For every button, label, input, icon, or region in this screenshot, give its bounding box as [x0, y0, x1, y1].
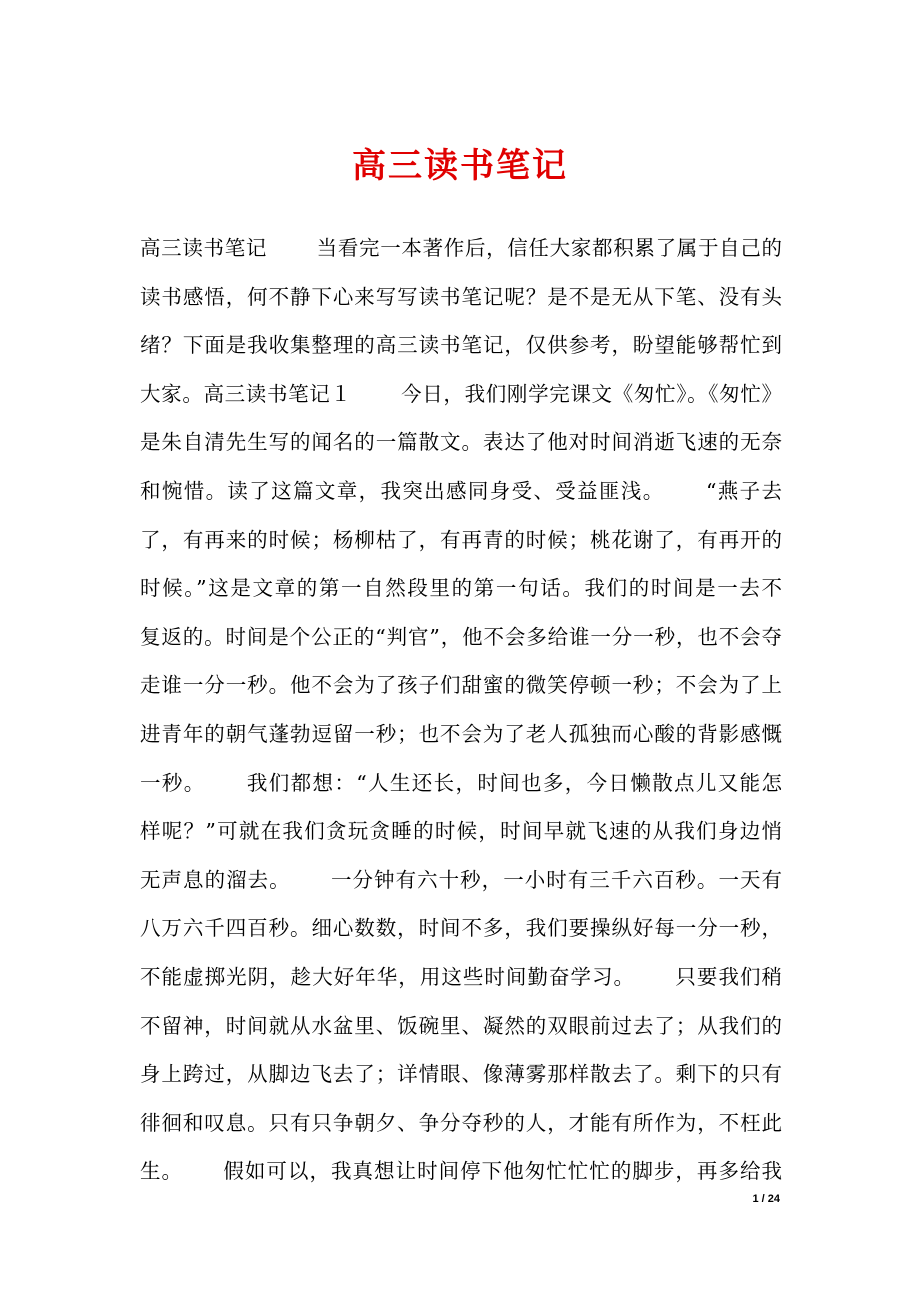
text-line: 了，有再来的时候；杨柳枯了，有再青的时候；桃花谢了，有再开的 [140, 527, 782, 552]
text-line: 走谁一分一秒。他不会为了孩子们甜蜜的微笑停顿一秒；不会为了上 [140, 673, 782, 698]
page-number: 1 / 24 [752, 1193, 780, 1205]
text-line: 一秒。 我们都想：“人生还长，时间也多，今日懒散点儿又能怎 [140, 770, 782, 795]
text-line: 徘徊和叹息。只有只争朝夕、争分夺秒的人，才能有所作为，不枉此 [140, 1110, 782, 1135]
text-line: 高三读书笔记 当看完一本著作后，信任大家都积累了属于自己的 [140, 236, 782, 260]
text-line: 大家。高三读书笔记１ 今日，我们刚学完课文《匆忙》。《匆忙》 [140, 381, 782, 406]
text-line: 不能虚掷光阴，趁大好年华，用这些时间勤奋学习。 只要我们稍 [140, 964, 782, 989]
text-line: 读书感悟，何不静下心来写写读书笔记呢？是不是无从下笔、没有头 [140, 284, 782, 309]
text-line: 绪？下面是我收集整理的高三读书笔记，仅供参考，盼望能够帮忙到 [140, 333, 782, 358]
text-line: 时候。”这是文章的第一自然段里的第一句话。我们的时间是一去不 [140, 576, 782, 601]
body-text [140, 224, 782, 1196]
text-line: 身上跨过，从脚边飞去了；详情眼、像薄雾那样散去了。剩下的只有 [140, 1062, 782, 1087]
text-line: 和惋惜。读了这篇文章，我突出感同身受、受益匪浅。 “燕子去 [140, 478, 782, 503]
page-title: 高三读书笔记 [352, 146, 568, 186]
text-line: 无声息的溜去。 一分钟有六十秒，一小时有三千六百秒。一天有 [140, 867, 782, 892]
text-line: 不留神，时间就从水盆里、饭碗里、凝然的双眼前过去了；从我们的 [140, 1013, 782, 1038]
text-line: 进青年的朝气蓬勃逗留一秒；也不会为了老人孤独而心酸的背影感慨 [140, 721, 782, 746]
text-line: 是朱自清先生写的闻名的一篇散文。表达了他对时间消逝飞速的无奈 [140, 430, 782, 455]
text-line: 八万六千四百秒。细心数数，时间不多，我们要操纵好每一分一秒， [140, 916, 782, 941]
text-line: 复返的。时间是个公正的“判官”，他不会多给谁一分一秒，也不会夺 [140, 624, 782, 649]
text-line: 生。 假如可以，我真想让时间停下他匆忙忙忙的脚步，再多给我 [140, 1159, 782, 1184]
text-line: 样呢？”可就在我们贪玩贪睡的时候，时间早就飞速的从我们身边悄 [140, 819, 782, 844]
